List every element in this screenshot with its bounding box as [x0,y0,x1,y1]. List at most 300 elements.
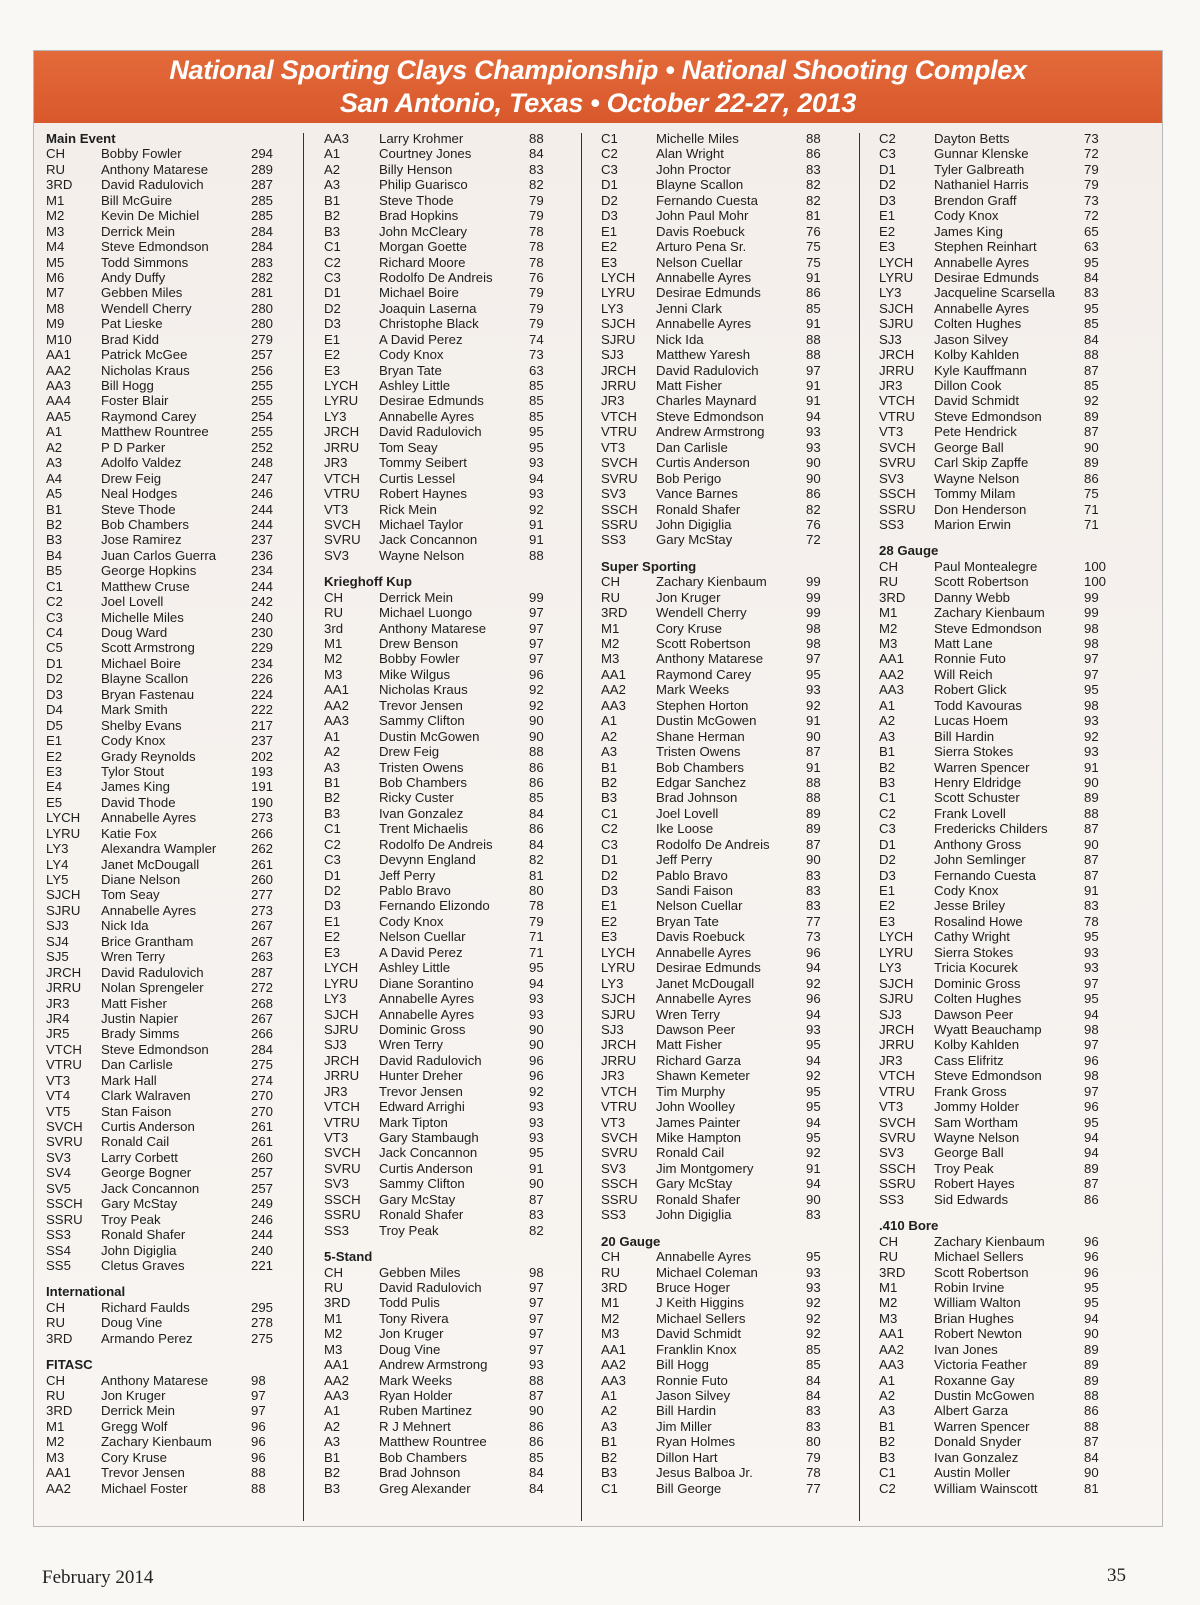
place-label: D4 [46,702,63,718]
shooter-name: Steve Edmondson [934,408,1042,424]
shooter-name: Nelson Cuellar [379,929,466,945]
result-row [879,1373,1141,1388]
place-label: SVCH [324,516,361,532]
score: 88 [251,1465,266,1481]
score: 83 [529,161,544,177]
score: 87 [1084,424,1099,440]
place-label: CH [879,1233,899,1249]
result-row [601,1357,863,1372]
place-label: SVRU [46,1134,83,1150]
score: 83 [806,161,821,177]
score: 85 [529,1449,544,1465]
shooter-name: James Painter [656,1114,741,1130]
shooter-name: Janet McDougall [656,975,755,991]
result-row [324,945,586,960]
result-row [324,852,586,867]
place-label: D5 [46,717,63,733]
place-label: AA3 [324,713,349,729]
score: 84 [806,1388,821,1403]
result-row [601,239,863,254]
score: 97 [1084,1083,1099,1099]
place-label: M3 [324,1341,343,1357]
score: 97 [1084,666,1099,682]
score: 84 [1084,269,1099,285]
place-label: D1 [879,161,896,177]
shooter-name: Frank Lovell [934,805,1006,821]
result-row [879,945,1141,960]
result-row [879,301,1141,316]
place-label: A2 [601,1403,618,1419]
score: 92 [529,501,544,517]
shooter-name: William Wainscott [934,1480,1038,1496]
score: 94 [806,1052,821,1068]
place-label: LYRU [601,285,636,301]
shooter-name: Marion Erwin [934,516,1011,532]
shooter-name: Michelle Miles [656,131,739,146]
place-label: CH [324,589,344,605]
score: 86 [806,285,821,301]
place-label: SJRU [324,1021,359,1037]
score: 255 [251,393,274,409]
place-label: VT3 [601,1114,626,1130]
shooter-name: Gary McStay [379,1191,456,1207]
score: 91 [806,316,821,332]
result-row [601,945,863,960]
score: 95 [529,424,544,440]
shooter-name: Ivan Jones [934,1341,998,1357]
result-row [46,687,308,702]
place-label: M3 [601,651,620,667]
place-label: SJRU [601,331,636,347]
shooter-name: Christophe Black [379,316,479,332]
score: 65 [1084,223,1099,239]
score: 246 [251,486,274,502]
shooter-name: Scott Robertson [934,574,1029,590]
result-row [879,1022,1141,1037]
place-label: C3 [601,836,618,852]
shooter-name: Nathaniel Harris [934,177,1029,193]
score: 73 [806,929,821,945]
score: 85 [529,790,544,806]
score: 257 [251,1165,274,1181]
result-row [601,929,863,944]
score: 90 [529,1021,544,1037]
result-row [601,1280,863,1295]
shooter-name: Mark Tipton [379,1114,448,1130]
place-label: VTCH [879,1068,915,1084]
shooter-name: Zachary Kienbaum [934,605,1045,621]
shooter-name: Ruben Martinez [379,1403,473,1419]
shooter-name: Zachary Kienbaum [101,1434,212,1450]
score: 93 [529,1357,544,1373]
place-label: RU [46,1315,66,1331]
shooter-name: David Radulovich [379,1052,482,1068]
place-label: D3 [601,208,618,224]
place-label: JR3 [879,1052,903,1068]
shooter-name: Mark Hall [101,1072,157,1088]
score: 88 [806,131,821,146]
place-label: M4 [46,239,65,255]
result-row [46,1011,308,1026]
place-label: B1 [324,1449,341,1465]
place-label: LYCH [879,254,914,270]
shooter-name: Tom Seay [379,439,438,455]
place-label: 3RD [46,177,73,193]
result-row [879,1053,1141,1068]
result-row [46,224,308,239]
result-row [46,378,308,393]
shooter-name: Tommy Milam [934,486,1016,502]
result-row [46,332,308,347]
place-label: D3 [879,867,896,883]
shooter-name: Diane Sorantino [379,975,474,991]
shooter-name: Jeff Perry [379,867,436,883]
result-row [601,698,863,713]
shooter-name: Sid Edwards [934,1191,1009,1207]
shooter-name: Annabelle Ayres [934,300,1030,316]
score: 90 [529,1037,544,1053]
score: 94 [806,1176,821,1192]
result-row [324,1280,586,1295]
result-row [46,424,308,439]
section-title: Super Sporting [601,558,697,574]
result-row [324,193,586,208]
score: 240 [251,1242,274,1258]
shooter-name: Rodolfo De Andreis [656,836,770,852]
score: 90 [1084,1465,1099,1481]
score: 85 [806,1341,821,1357]
result-row [324,285,586,300]
place-label: SJCH [601,991,636,1007]
place-label: E2 [324,929,341,945]
shooter-name: Davis Roebuck [656,929,745,945]
score: 257 [251,1180,274,1196]
shooter-name: Jack Concannon [101,1180,200,1196]
score: 94 [806,1006,821,1022]
place-label: B2 [46,516,63,532]
score: 90 [806,1191,821,1207]
result-row [601,837,863,852]
shooter-name: Larry Krohmer [379,131,464,146]
score: 91 [806,1160,821,1176]
result-row [601,1434,863,1449]
result-row [879,713,1141,728]
result-row [601,667,863,682]
score: 193 [251,763,274,779]
shooter-name: Nick Ida [101,918,149,934]
place-label: JR3 [324,1083,348,1099]
score: 86 [1084,1191,1099,1207]
result-row [601,471,863,486]
shooter-name: Sam Wortham [934,1114,1019,1130]
shooter-name: Bryan Tate [656,913,719,929]
score: 98 [1084,620,1099,636]
shooter-name: Pablo Bravo [379,883,451,898]
score: 94 [1084,1006,1099,1022]
score: 98 [1084,636,1099,651]
place-label: SJCH [879,300,914,316]
shooter-name: Kevin De Michiel [101,208,200,224]
place-label: A3 [601,744,618,760]
place-label: SJ3 [46,918,69,934]
result-row [601,285,863,300]
place-label: 3RD [601,605,628,621]
shooter-name: Mike Hampton [656,1130,742,1145]
result-row [601,1342,863,1357]
shooter-name: Cory Kruse [101,1449,167,1465]
shooter-name: David Thode [101,794,176,810]
score: 96 [1084,1233,1099,1249]
score: 87 [806,836,821,852]
score: 93 [1084,713,1099,729]
shooter-name: Dan Carlisle [101,1057,173,1073]
score: 83 [806,1207,821,1223]
place-label: D2 [879,177,896,193]
shooter-name: Wren Terry [379,1037,443,1053]
shooter-name: James King [101,779,170,795]
banner-title-line-2: San Antonio, Texas • October 22-27, 2013 [339,88,857,118]
result-row [46,193,308,208]
place-label: D2 [601,192,618,208]
score: 97 [806,362,821,378]
result-row [46,949,308,964]
result-row [46,625,308,640]
place-label: SVRU [324,532,361,548]
result-row [879,1115,1141,1130]
shooter-name: Nelson Cuellar [656,254,743,270]
place-label: VTCH [324,470,360,486]
score: 63 [529,362,544,378]
shooter-name: Annabelle Ayres [656,991,752,1007]
result-row [879,1450,1141,1465]
place-label: RU [46,1388,66,1403]
score: 85 [1084,378,1099,393]
score: 93 [529,455,544,471]
shooter-name: Bob Perigo [656,470,722,486]
place-label: JRCH [879,1021,915,1037]
place-label: E1 [879,883,896,898]
shooter-name: Grady Reynolds [101,748,196,764]
place-label: B2 [601,774,618,790]
score: 93 [529,1114,544,1130]
place-label: AA1 [879,1326,904,1342]
result-row [46,934,308,949]
shooter-name: Fernando Cuesta [934,867,1036,883]
score: 79 [1084,161,1099,177]
score: 256 [251,362,274,378]
place-label: C2 [879,1480,896,1496]
shooter-name: Steve Edmondson [934,1068,1042,1084]
shooter-name: David Radulovich [101,177,204,193]
shooter-name: Jason Silvey [934,331,1009,347]
place-label: SV3 [879,1145,904,1161]
result-row [324,760,586,775]
place-label: SV3 [601,486,626,502]
result-row [601,255,863,270]
score: 92 [1084,393,1099,409]
result-row [46,1212,308,1227]
score: 79 [529,913,544,929]
result-row [879,729,1141,744]
place-label: M3 [324,666,343,682]
score: 96 [529,1068,544,1084]
score: 284 [251,223,274,239]
shooter-name: Don Henderson [934,501,1027,517]
result-row [46,1315,308,1330]
shooter-name: Annabelle Ayres [379,991,475,1007]
result-row [601,1373,863,1388]
shooter-name: Kolby Kahlden [934,1037,1020,1053]
shooter-name: Matt Fisher [101,995,167,1011]
score: 92 [529,682,544,698]
result-row [324,1145,586,1160]
result-row [46,1181,308,1196]
result-row [879,455,1141,470]
score: 100 [1084,574,1107,590]
shooter-name: Tyler Galbreath [934,161,1025,177]
score: 76 [806,516,821,532]
result-row [46,733,308,748]
place-label: D1 [879,836,896,852]
shooter-name: Troy Peak [379,1222,439,1238]
score: 87 [1084,821,1099,837]
result-row [46,718,308,733]
score: 274 [251,1072,274,1088]
result-row [324,1265,586,1280]
result-row [879,502,1141,517]
result-row [46,532,308,547]
result-row [601,316,863,331]
score: 242 [251,594,274,610]
shooter-name: Bryan Tate [379,362,442,378]
shooter-name: Annabelle Ayres [379,1006,475,1022]
result-row [324,960,586,975]
score: 95 [806,666,821,682]
place-label: B2 [324,790,341,806]
result-row [46,347,308,362]
shooter-name: Kyle Kauffmann [934,362,1027,378]
score: 96 [1084,1264,1099,1280]
score: 86 [529,1418,544,1434]
score: 81 [529,867,544,883]
place-label: AA4 [46,393,71,409]
score: 93 [1084,744,1099,760]
result-row [601,1265,863,1280]
shooter-name: Ivan Gonzalez [934,1449,1019,1465]
shooter-name: John McCleary [379,223,467,239]
score: 75 [806,239,821,255]
result-row [46,749,308,764]
shooter-name: Annabelle Ayres [656,316,752,332]
place-label: SSCH [879,1160,916,1176]
place-label: D3 [46,686,63,702]
score: 92 [806,1068,821,1084]
place-label: M2 [879,1295,898,1311]
score: 85 [529,408,544,424]
score: 98 [529,1264,544,1280]
place-label: SS3 [324,1222,349,1238]
shooter-name: Brad Johnson [379,1465,461,1481]
score: 244 [251,501,274,517]
result-row [46,1104,308,1119]
score: 83 [806,1403,821,1419]
result-row [46,1465,308,1480]
shooter-name: Jon Kruger [656,589,721,605]
score: 72 [1084,146,1099,162]
place-label: A5 [46,486,63,502]
result-row [601,378,863,393]
shooter-name: Fernando Cuesta [656,192,758,208]
shooter-name: Janet McDougall [101,856,200,872]
score: 77 [806,913,821,929]
shooter-name: Shane Herman [656,728,745,744]
result-row [879,255,1141,270]
result-row [324,424,586,439]
place-label: C2 [879,131,896,146]
result-row [324,868,586,883]
shooter-name: John Woolley [656,1099,735,1115]
result-row [46,455,308,470]
shooter-name: Brad Kidd [101,331,159,347]
shooter-name: Will Reich [934,666,993,682]
score: 280 [251,300,274,316]
score: 91 [806,759,821,775]
score: 190 [251,794,274,810]
place-label: M5 [46,254,65,270]
place-label: VT3 [601,439,626,455]
shooter-name: Edgar Sanchez [656,774,747,790]
place-label: JR5 [46,1026,70,1042]
score: 96 [806,991,821,1007]
result-row [879,146,1141,161]
place-label: SJRU [601,1006,636,1022]
result-row [46,1434,308,1449]
shooter-name: Wren Terry [656,1006,720,1022]
score: 82 [806,177,821,193]
place-label: M3 [46,1449,65,1465]
place-label: SS3 [879,1191,904,1207]
place-label: AA3 [601,1372,626,1388]
shooter-name: Alan Wright [656,146,724,162]
result-row [324,440,586,455]
place-label: B3 [879,774,896,790]
score: 287 [251,964,274,980]
result-row [324,744,586,759]
result-row [601,517,863,532]
place-label: VT3 [324,1130,349,1145]
place-label: B3 [601,1465,618,1481]
result-row [601,393,863,408]
place-label: 3RD [601,1279,628,1295]
score: 74 [529,331,544,347]
footer-date: February 2014 [42,1567,154,1588]
result-row [324,301,586,316]
result-row [601,775,863,790]
shooter-name: Desirae Edmunds [656,960,761,976]
score: 96 [1084,1052,1099,1068]
score: 97 [251,1403,266,1419]
score: 75 [806,254,821,270]
score: 78 [529,239,544,255]
place-label: M1 [879,605,898,621]
score: 261 [251,856,274,872]
score: 84 [529,805,544,821]
score: 79 [529,285,544,301]
shooter-name: Michael Boire [101,655,181,671]
result-row [46,1373,308,1388]
score: 97 [529,605,544,621]
score: 80 [806,1434,821,1450]
